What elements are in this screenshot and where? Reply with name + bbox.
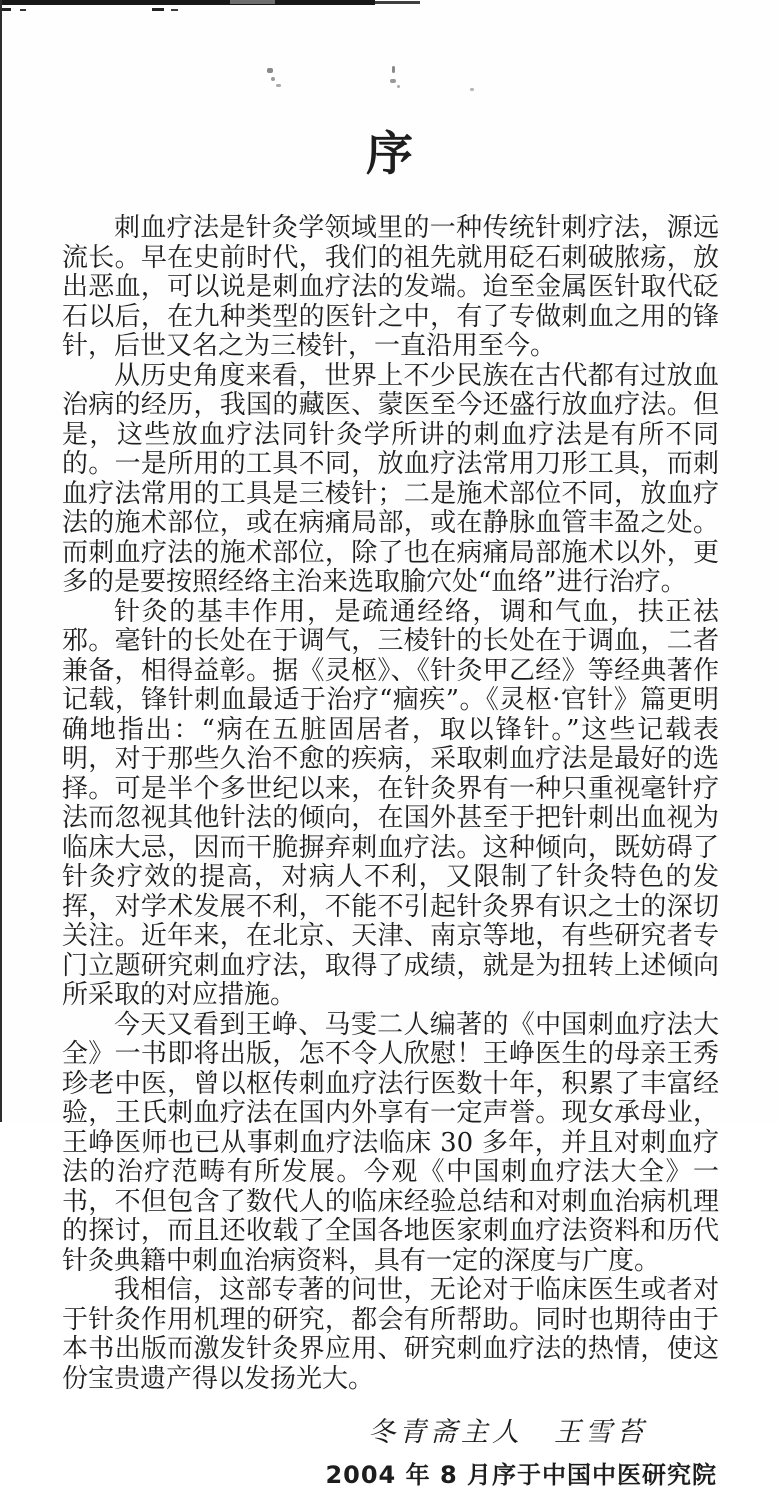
dateline: 2004 年 8 月序于中国中医研究院 — [325, 1461, 717, 1489]
scan-artifact-tick — [20, 9, 26, 11]
preface-paragraph-5: 我相信，这部专著的问世，无论对于临床医生或者对于针灸作用机理的研究，都会有所帮助。同时也期待由于本书出版而激发针灸界应用、研究刺血疗法的热情，使这份宝贵遗产得以发扬光大。 — [62, 1275, 719, 1394]
preface-content — [62, 0, 719, 1490]
preface-paragraph-4: 今天又看到王峥、马雯二人编著的《中国刺血疗法大全》一书即将出版，怎不令人欣慰！王峥医生的母亲王秀珍老中医，曾以枢传刺血疗法行医数十年，积累了丰富经验，王氏刺血疗法在国内外享有一定声誉。现女承母业，王峥医师也已从事刺血疗法临床 30 多年，并且对刺血疗法的治疗范畴有所发展。今观《中国刺血疗法大全》一书，不但包含了数代人的临床经验总结和对刺血治病机理的探讨，而且还收载了全国各地医家刺血疗法资料和历代针灸典籍中刺血治病资料，具有一定的深度与广度。 — [62, 1009, 719, 1276]
preface-paragraph-2: 从历史角度来看，世界上不少民族在古代都有过放血治病的经历，我国的藏医、蒙医至今还盛行放血疗法。但是，这些放血疗法同针灸学所讲的刺血疗法是有所不同的。一是所用的工具不同，放血疗法常用刀形工具，而刺血疗法常用的工具是三棱针；二是施术部位不同，放血疗法的施术部位，或在病痛局部，或在静脉血管丰盈之处。而刺血疗法的施术部位，除了也在病痛局部施术以外，更多的是要按照经络主治来选取腧穴处“血络”进行治疗。 — [62, 360, 719, 597]
preface-paragraph-3: 针灸的基丰作用，是疏通经络，调和气血，扶正祛邪。毫针的长处在于调气，三棱针的长处在于调血，二者兼备，相得益彰。据《灵枢》、《针灸甲乙经》等经典著作记载，锋针刺血最适于治疗“痼疾”。《灵枢·官针》篇更明确地指出：“病在五脏固居者，取以锋针。”这些记载表明，对于那些久治不愈的疾病，采取刺血疗法是最好的选择。可是半个多世纪以来，在针灸界有一种只重视毫针疗法而忽视其他针法的倾向，在国外甚至于把针刺出血视为临床大忌，因而干脆摒弃刺血疗法。这种倾向，既妨碍了针灸疗效的提高，对病人不利，又限制了针灸特色的发挥，对学术发展不利，不能不引起针灸界有识之士的深切关注。近年来，在北京、天津、南京等地，有些研究者专门立题研究刺血疗法，取得了成绩，就是为扭转上述倾向所采取的对应措施。 — [62, 596, 719, 1010]
scan-artifact-left-edge — [0, 0, 2, 1122]
signature-line: 冬青斋主人 王雪苔 — [368, 1417, 647, 1448]
page-title: 序 — [366, 127, 415, 182]
preface-body — [62, 214, 719, 1394]
scan-artifact-tick — [2, 8, 11, 11]
preface-paragraph-1: 刺血疗法是针灸学领域里的一种传统针刺疗法，源远流长。早在史前时代，我们的祖先就用砭石刺破脓疡，放出恶血，可以说是刺血疗法的发端。迨至金属医针取代砭石以后，在九种类型的医针之中，有了专做刺血之用的锋针，后世又名之为三棱针，一直沿用至今。 — [62, 213, 719, 361]
